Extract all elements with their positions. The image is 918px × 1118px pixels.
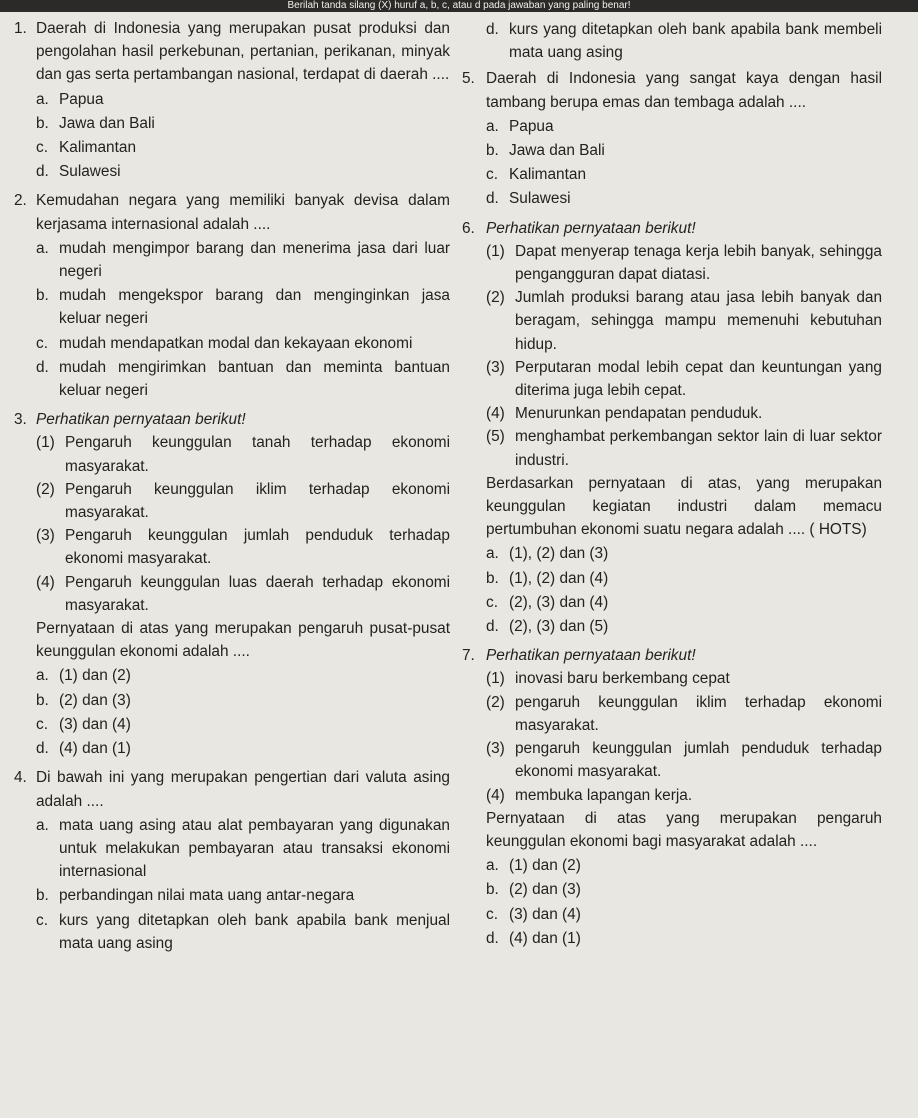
- question-2: [14, 189, 450, 402]
- option-label: b.: [486, 881, 499, 899]
- option-label: c.: [36, 911, 48, 929]
- option-text: (1) dan (2): [509, 857, 581, 875]
- option-b[interactable]: [486, 878, 882, 901]
- statement-text: Pengaruh keunggulan luas daerah terhadap ekonomi masyarakat.: [65, 573, 450, 614]
- statement-2: [36, 478, 450, 524]
- option-label: c.: [36, 715, 48, 733]
- option-b[interactable]: [36, 884, 450, 907]
- option-text: Papua: [59, 90, 104, 108]
- statement-text: Dapat menyerap tenaga kerja lebih banyak, sehingga pengangguran dapat diatasi.: [515, 242, 882, 284]
- question-number: 3.: [14, 411, 27, 429]
- question-number: 4.: [14, 769, 27, 787]
- option-text: (2), (3) dan (4): [509, 593, 609, 611]
- statement-label: (5): [486, 428, 505, 446]
- option-c[interactable]: [36, 713, 450, 736]
- option-c[interactable]: [486, 903, 882, 926]
- question-6: [462, 217, 882, 639]
- statement-text: Menurunkan pendapatan penduduk.: [515, 405, 763, 423]
- option-b[interactable]: [36, 112, 450, 135]
- option-text: mata uang asing atau alat pembayaran yang digunakan untuk melakukan pembayaran atau transaksi ekonomi internasional: [59, 816, 450, 881]
- option-text: perbandingan nilai mata uang antar-negara: [59, 887, 355, 905]
- question-number: 1.: [14, 20, 27, 37]
- statement-4: [486, 784, 882, 807]
- question-number: 6.: [462, 219, 475, 237]
- statement-1: [486, 240, 882, 286]
- option-c[interactable]: [36, 136, 450, 159]
- statement-4: [486, 402, 882, 425]
- question-stem: Perhatikan pernyataan berikut!: [36, 411, 246, 429]
- statement-5: [486, 425, 882, 471]
- question-number: 7.: [462, 647, 475, 665]
- option-text: (2) dan (3): [59, 691, 131, 709]
- option-d[interactable]: [36, 160, 450, 183]
- option-b[interactable]: [36, 689, 450, 712]
- option-d[interactable]: [486, 18, 882, 64]
- option-c[interactable]: [486, 163, 882, 186]
- option-b[interactable]: [486, 139, 882, 162]
- option-text: Kalimantan: [509, 166, 586, 184]
- option-c[interactable]: [36, 332, 450, 355]
- option-label: a.: [36, 667, 49, 685]
- statement-4: [36, 571, 450, 617]
- option-label: a.: [486, 857, 499, 875]
- option-label: d.: [36, 358, 49, 376]
- question-stem: Kemudahan negara yang memiliki banyak devisa dalam kerjasama internasional adalah ....: [36, 192, 450, 233]
- statement-text: Pengaruh keunggulan jumlah penduduk terhadap ekonomi masyarakat.: [65, 527, 450, 568]
- option-text: mudah mengekspor barang dan menginginkan jasa keluar negeri: [59, 287, 450, 328]
- right-column: [462, 17, 882, 950]
- question-7: [462, 644, 882, 950]
- option-label: c.: [36, 334, 48, 352]
- option-text: Papua: [509, 117, 554, 135]
- statement-text: inovasi baru berkembang cepat: [515, 670, 730, 688]
- option-a[interactable]: [486, 854, 882, 877]
- question-prompt: Berdasarkan pernyataan di atas, yang merupakan keunggulan kegiatan industri dalam memacu pertumbuhan ekonomi suatu negara adalah .... ( HOTS): [486, 474, 882, 539]
- statement-2: [486, 286, 882, 356]
- option-text: (1) dan (2): [59, 667, 131, 685]
- option-label: b.: [36, 287, 49, 305]
- option-d[interactable]: [36, 737, 450, 760]
- question-number: 2.: [14, 192, 27, 210]
- option-text: (3) dan (4): [59, 715, 131, 733]
- option-label: a.: [36, 90, 49, 108]
- option-a[interactable]: [36, 814, 450, 884]
- option-text: (4) dan (1): [509, 929, 581, 947]
- option-text: Jawa dan Bali: [509, 142, 605, 160]
- option-text: (2) dan (3): [509, 881, 581, 899]
- option-text: kurs yang ditetapkan oleh bank apabila bank membeli mata uang asing: [509, 21, 882, 62]
- statement-label: (1): [486, 242, 505, 260]
- option-label: b.: [486, 142, 499, 160]
- option-d[interactable]: [36, 356, 450, 402]
- statement-text: Jumlah produksi barang atau jasa lebih banyak dan beragam, sehingga mampu memenuhi kebutuhan hidup.: [515, 289, 882, 353]
- option-text: (4) dan (1): [59, 740, 131, 758]
- statement-label: (2): [486, 289, 505, 307]
- option-label: a.: [486, 545, 499, 563]
- option-b[interactable]: [36, 284, 450, 330]
- option-text: (3) dan (4): [509, 905, 581, 923]
- statement-label: (4): [486, 405, 505, 423]
- option-text: Sulawesi: [59, 163, 121, 181]
- option-d[interactable]: [486, 187, 882, 210]
- option-label: c.: [486, 593, 498, 611]
- option-text: kurs yang ditetapkan oleh bank apabila bank menjual mata uang asing: [59, 911, 450, 952]
- option-label: a.: [36, 816, 49, 834]
- option-c[interactable]: [36, 909, 450, 955]
- option-label: c.: [486, 166, 498, 184]
- option-a[interactable]: [36, 237, 450, 283]
- question-stem: Perhatikan pernyataan berikut!: [486, 219, 696, 237]
- statement-text: Pengaruh keunggulan tanah terhadap ekonomi masyarakat.: [65, 434, 450, 475]
- statement-label: (4): [486, 786, 505, 804]
- question-stem: Daerah di Indonesia yang merupakan pusat produksi dan pengolahan hasil perkebunan, pertanian, perikanan, minyak dan gas serta pertambangan nasional, terdapat di daerah ....: [36, 20, 450, 84]
- question-stem: Di bawah ini yang merupakan pengertian dari valuta asing adalah ....: [36, 769, 450, 810]
- option-label: a.: [36, 239, 49, 257]
- option-d[interactable]: [486, 615, 882, 638]
- option-label: d.: [486, 618, 499, 636]
- statement-label: (4): [36, 573, 55, 591]
- option-b[interactable]: [486, 567, 882, 590]
- statement-text: Pengaruh keunggulan iklim terhadap ekonomi masyarakat.: [65, 480, 450, 522]
- statement-label: (3): [486, 358, 505, 376]
- question-3: [14, 408, 450, 760]
- option-label: c.: [486, 905, 498, 923]
- question-stem: Daerah di Indonesia yang sangat kaya dengan hasil tambang berupa emas dan tembaga adalah ....: [486, 70, 882, 111]
- statement-1: [36, 431, 450, 477]
- question-5: [462, 67, 882, 210]
- statement-text: Perputaran modal lebih cepat dan keuntungan yang diterima juga lebih cepat.: [515, 358, 882, 400]
- option-text: Jawa dan Bali: [59, 114, 155, 132]
- option-label: c.: [36, 139, 48, 157]
- statement-1: [486, 667, 882, 690]
- option-label: d.: [36, 163, 49, 181]
- option-text: (2), (3) dan (5): [509, 618, 609, 636]
- option-a[interactable]: [486, 542, 882, 565]
- question-number: 5.: [462, 70, 475, 88]
- option-d[interactable]: [486, 927, 882, 950]
- statement-label: (2): [36, 480, 55, 498]
- option-label: d.: [486, 929, 499, 947]
- left-column: [14, 17, 450, 955]
- statement-label: (2): [486, 693, 505, 711]
- option-label: d.: [36, 740, 49, 758]
- statement-text: menghambat perkembangan sektor lain di luar sektor industri.: [515, 428, 882, 469]
- option-a[interactable]: [36, 664, 450, 687]
- option-text: mudah mendapatkan modal dan kekayaan ekonomi: [59, 334, 413, 352]
- option-a[interactable]: [486, 115, 882, 138]
- option-label: a.: [486, 117, 499, 135]
- option-text: (1), (2) dan (3): [509, 545, 609, 563]
- statement-3: [486, 737, 882, 783]
- option-label: d.: [486, 190, 499, 208]
- statement-label: (1): [36, 434, 55, 452]
- option-text: mudah mengirimkan bantuan dan meminta bantuan keluar negeri: [59, 358, 450, 400]
- option-label: b.: [36, 114, 49, 132]
- option-text: Kalimantan: [59, 139, 136, 157]
- question-stem: Perhatikan pernyataan berikut!: [486, 647, 696, 665]
- option-label: b.: [36, 691, 49, 709]
- question-4: [14, 766, 450, 955]
- statement-3: [36, 524, 450, 570]
- question-4-continued: [462, 17, 882, 64]
- statement-text: pengaruh keunggulan iklim terhadap ekonomi masyarakat.: [515, 693, 882, 734]
- statement-text: membuka lapangan kerja.: [515, 786, 693, 804]
- statement-text: pengaruh keunggulan jumlah penduduk terhadap ekonomi masyarakat.: [515, 740, 882, 781]
- option-text: (1), (2) dan (4): [509, 569, 609, 587]
- statement-label: (3): [486, 740, 505, 758]
- option-c[interactable]: [486, 591, 882, 614]
- question-prompt: Pernyataan di atas yang merupakan pengaruh pusat-pusat keunggulan ekonomi adalah ....: [36, 620, 450, 661]
- option-a[interactable]: [36, 88, 450, 111]
- option-text: mudah mengimpor barang dan menerima jasa dari luar negeri: [59, 239, 450, 281]
- statement-2: [486, 691, 882, 737]
- instruction-header: Berilah tanda silang (X) huruf a, b, c, atau d pada jawaban yang paling benar!: [0, 0, 918, 12]
- option-text: Sulawesi: [509, 190, 571, 208]
- option-label: d.: [486, 21, 499, 38]
- statement-label: (3): [36, 527, 55, 545]
- option-label: b.: [36, 887, 49, 905]
- statement-3: [486, 356, 882, 402]
- question-prompt: Pernyataan di atas yang merupakan pengaruh keunggulan ekonomi bagi masyarakat adalah ....: [486, 809, 882, 850]
- question-1: [14, 17, 450, 183]
- statement-label: (1): [486, 670, 505, 688]
- option-label: b.: [486, 569, 499, 587]
